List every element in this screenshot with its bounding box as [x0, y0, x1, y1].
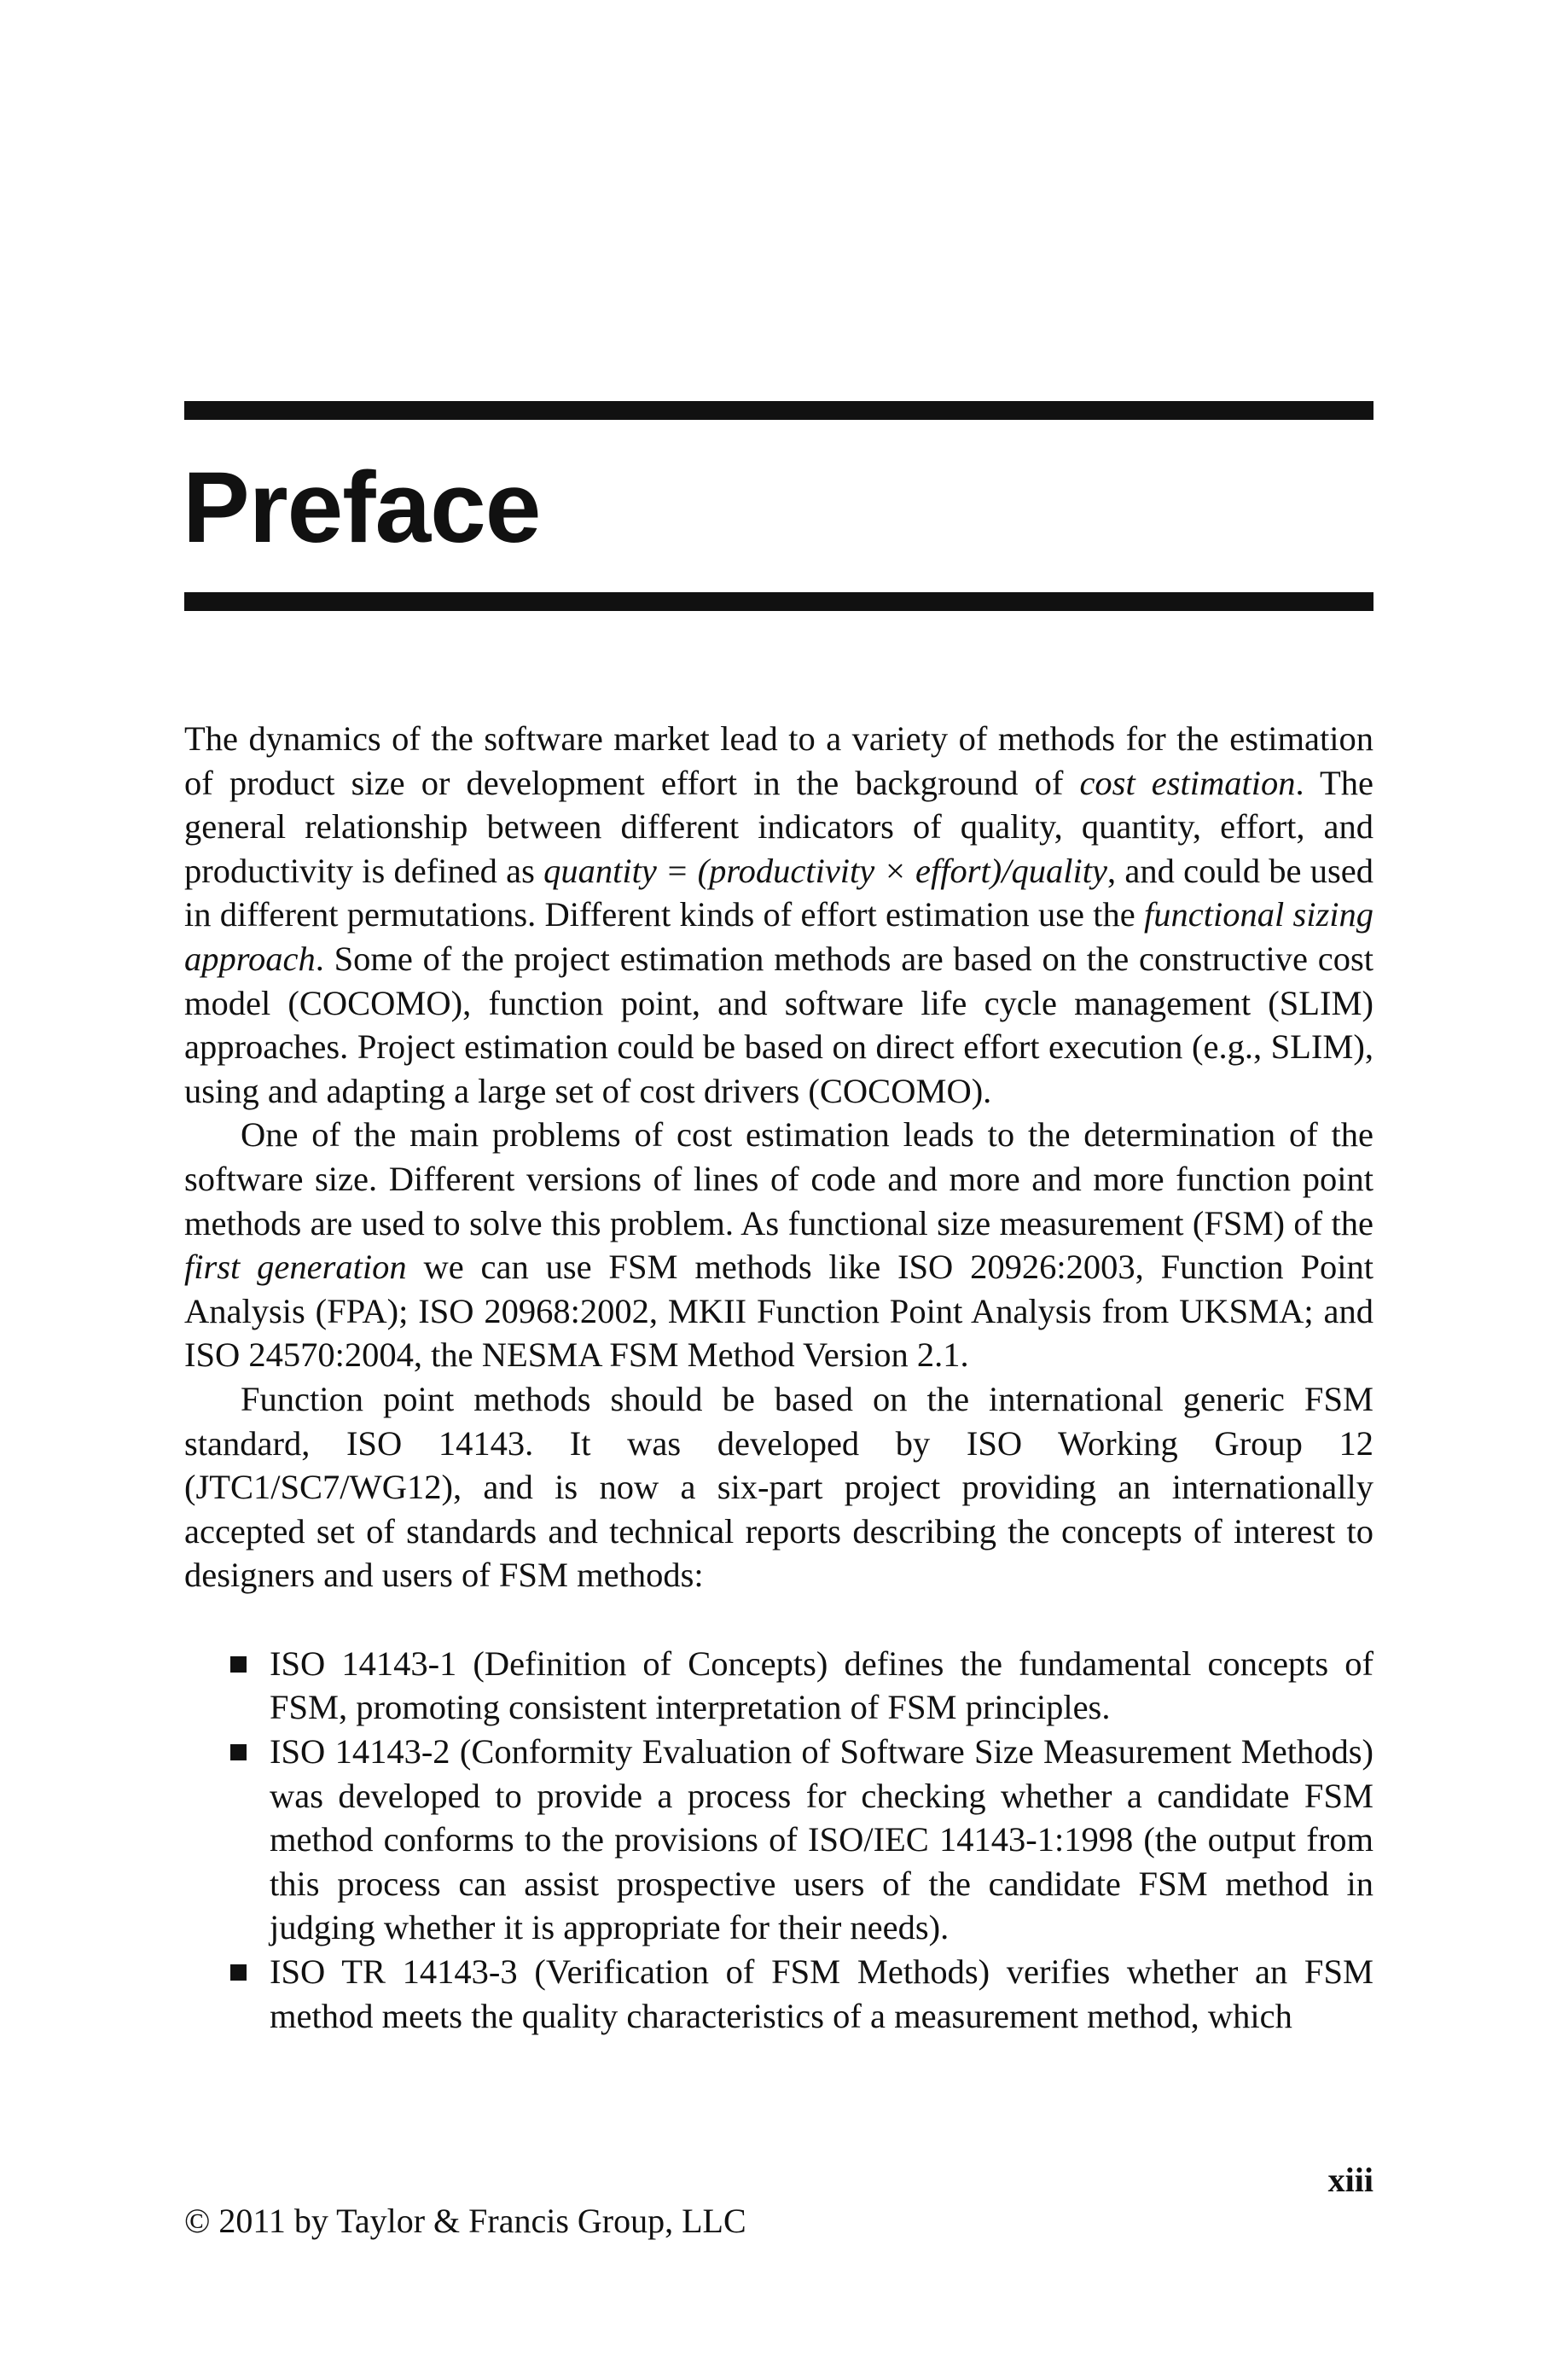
- body-text: [184, 717, 1373, 2038]
- italic-term: first generation: [184, 1248, 407, 1287]
- page-title: Preface: [183, 451, 541, 564]
- list-item-text: ISO 14143-2 (Conformity Evaluation of Software Size Measurement Methods) was developed to provide a process for checking whether a candidate FSM method conforms to the provisions of ISO/IEC 14143-1:1998 (the output from this process can assist prospective users of the candidate FSM method in judging whether it is appropriate for their needs).: [270, 1732, 1373, 1947]
- page-number: xiii: [1327, 2161, 1373, 2199]
- paragraph-3: [184, 1377, 1373, 1597]
- italic-term: functional sizing approach: [184, 895, 1373, 978]
- paragraph-text: we can use FSM methods like ISO 20926:2003, Function Point Analysis (FPA); ISO 20968:2002, MKII Function Point Analysis from UKSMA; and ISO 24570:2004, the NESMA FSM Method Version 2.1.: [184, 1248, 1373, 1375]
- iso-14143-parts-list: [184, 1642, 1373, 2038]
- title-rule-bottom: [184, 592, 1373, 611]
- paragraph-1: [184, 717, 1373, 1113]
- title-rule-top: [184, 401, 1373, 420]
- square-bullet-icon: [230, 1964, 247, 1981]
- paragraph-2: [184, 1113, 1373, 1377]
- square-bullet-icon: [230, 1656, 247, 1673]
- paragraph-text: The dynamics of the software market lead to a variety of methods for the estimation of product size or development effort in the background of: [184, 719, 1373, 802]
- list-item-text: ISO 14143-1 (Definition of Concepts) defines the fundamental concepts of FSM, promoting consistent interpretation of FSM principles.: [270, 1644, 1373, 1727]
- paragraph-text: , and could be used in different permutations. Different kinds of effort estimation use the: [184, 851, 1373, 934]
- list-item-text: ISO TR 14143-3 (Verification of FSM Methods) verifies whether an FSM method meets the quality characteristics of a measurement method, which: [270, 1952, 1373, 2035]
- italic-term: quantity = (productivity × effort)/quality: [543, 851, 1108, 890]
- paragraph-text: Function point methods should be based on the international generic FSM standard, ISO 14143. It was developed by ISO Working Group 12 (JTC1/SC7/WG12), and is now a six-part project providing an internationally accepted set of standards and technical reports describing the concepts of interest to designers and users of FSM methods:: [184, 1379, 1373, 1595]
- copyright-notice: © 2011 by Taylor & Francis Group, LLC: [184, 2202, 746, 2240]
- italic-term: cost estimation: [1079, 763, 1296, 802]
- paragraph-text: . Some of the project estimation methods are based on the constructive cost model (COCOMO), function point, and software life cycle management (SLIM) approaches. Project estimation could be based on direct effort execution (e.g., SLIM), using and adapting a large set of cost drivers (COCOMO).: [184, 939, 1373, 1110]
- square-bullet-icon: [230, 1744, 247, 1760]
- list-item: [184, 1730, 1373, 1950]
- paragraph-text: One of the main problems of cost estimation leads to the determination of the software size. Different versions of lines of code and more and more function point methods are used to solve this problem. As functional size measurement (FSM) of the: [184, 1115, 1373, 1242]
- list-item: [184, 1950, 1373, 2038]
- paragraph-text: . The general relationship between different indicators of quality, quantity, effort, and productivity is defined as: [184, 763, 1374, 890]
- list-item: [184, 1642, 1373, 1730]
